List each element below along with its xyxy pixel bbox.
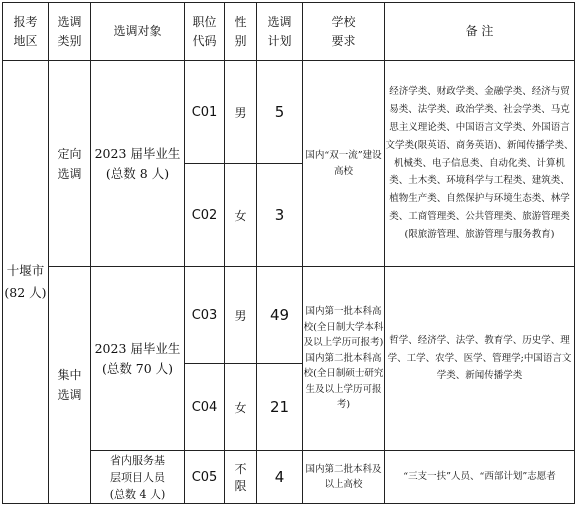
- quota-cell: 21: [257, 364, 303, 451]
- position-code: C01: [185, 61, 225, 164]
- header-category: 选调 类别: [49, 3, 91, 61]
- header-quota: 选调 计划: [257, 3, 303, 61]
- target-cell: 省内服务基 层项目人员 (总数 4 人): [91, 451, 185, 504]
- remarks-cell: “三支一扶”人员、“西部计划”志愿者: [385, 451, 575, 504]
- region-cell: 十堰市 (82 人): [3, 61, 49, 504]
- header-region: 报考 地区: [3, 3, 49, 61]
- school-requirement: 国内第二批本科及以上高校: [303, 451, 385, 504]
- school-requirement: 国内“双一流”建设高校: [303, 61, 385, 267]
- gender-cell: 不 限: [225, 451, 257, 504]
- position-code: C05: [185, 451, 225, 504]
- position-code: C04: [185, 364, 225, 451]
- school-requirement-second-batch: 国内第二批本科高校(全日制硕士研究生及以上学历可报考): [303, 352, 384, 411]
- quota-cell: 3: [257, 164, 303, 267]
- gender-cell: 男: [225, 61, 257, 164]
- header-gender: 性 别: [225, 3, 257, 61]
- gender-cell: 男: [225, 267, 257, 364]
- gender-cell: 女: [225, 164, 257, 267]
- header-code: 职位 代码: [185, 3, 225, 61]
- category-cell: 集中 选调: [49, 267, 91, 504]
- header-remarks: 备 注: [385, 3, 575, 61]
- header-target: 选调对象: [91, 3, 185, 61]
- quota-cell: 49: [257, 267, 303, 364]
- position-code: C03: [185, 267, 225, 364]
- header-school: 学校 要求: [303, 3, 385, 61]
- remarks-cell: 经济学类、财政学类、金融学类、经济与贸易类、法学类、政治学类、社会学类、马克思主义理论类、中国语言文学类、外国语言文学类(限英语、商务英语)、新闻传播学类、机械类、电子信息类、自动化类、计算机类、土木类、环境科学与工程类、建筑类、植物生产类、自然保护与环境生态类、林学类、工商管理类、公共管理类、旅游管理类(限旅游管理、旅游管理与服务教育): [385, 61, 575, 267]
- position-code: C02: [185, 164, 225, 267]
- table-row: [3, 267, 575, 364]
- school-requirement-first-batch: 国内第一批本科高校(全日制大学本科及以上学历可报考): [303, 306, 384, 349]
- header-row: [3, 3, 575, 61]
- target-cell: 2023 届毕业生 (总数 8 人): [91, 61, 185, 267]
- quota-cell: 5: [257, 61, 303, 164]
- recruitment-table: [2, 2, 575, 504]
- gender-cell: 女: [225, 364, 257, 451]
- remarks-cell: 哲学、经济学、法学、教育学、历史学、理学、工学、农学、医学、管理学;中国语言文学类、新闻传播学类: [385, 267, 575, 451]
- target-cell: 2023 届毕业生 (总数 70 人): [91, 267, 185, 451]
- school-requirement: [303, 267, 385, 451]
- table-row: [3, 61, 575, 164]
- category-cell: 定向 选调: [49, 61, 91, 267]
- quota-cell: 4: [257, 451, 303, 504]
